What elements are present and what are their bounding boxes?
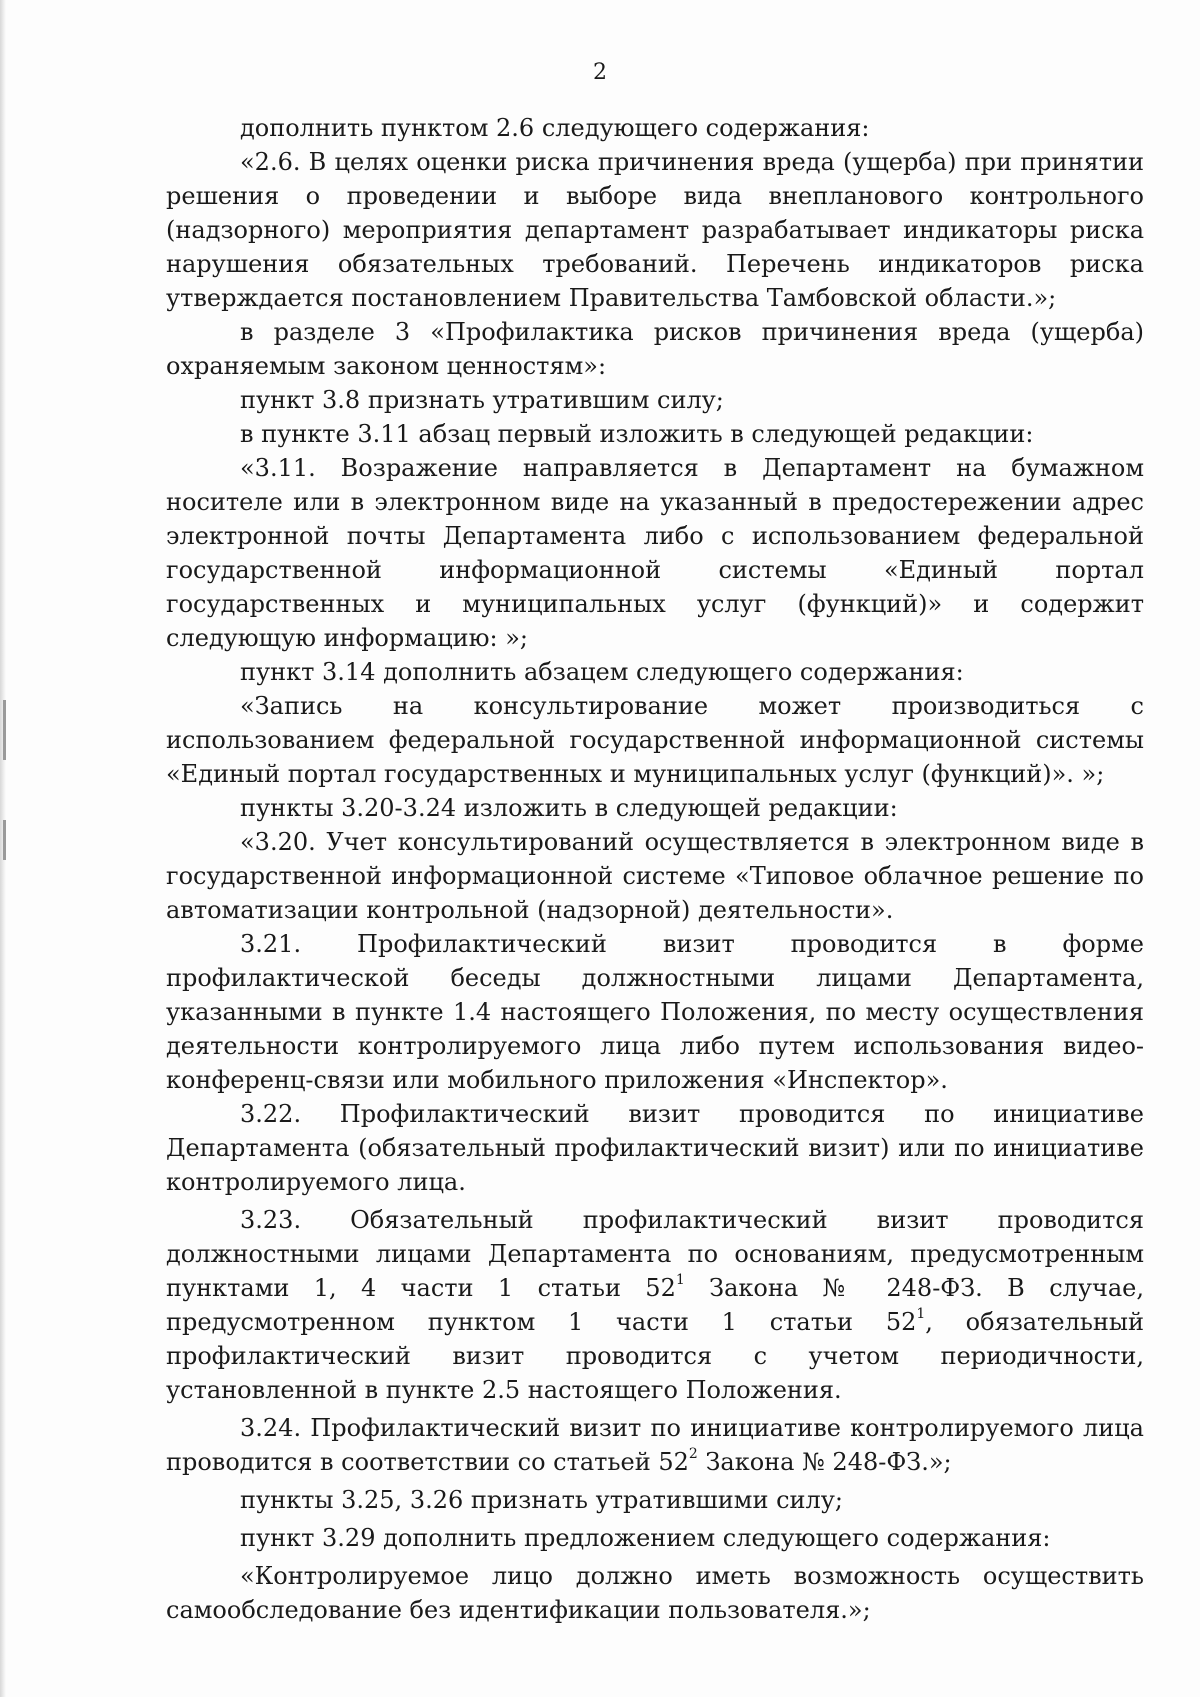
paragraph: «3.20. Учет консультирований осуществляется в электронном виде в государственной информационной системе «Типовое облачное решение по автоматизации контрольной (надзорной) деятельности». bbox=[166, 828, 1144, 924]
paragraph-text: , обязательный профилактический визит проводится с учетом периодичности, установленной в пункте 2.5 настоящего Положения. bbox=[166, 1308, 1144, 1404]
paragraph-text: Закона № 248-ФЗ. В случае, предусмотренном пунктом 1 части 1 статьи 52 bbox=[166, 1274, 1145, 1336]
paragraph: в разделе 3 «Профилактика рисков причинения вреда (ущерба) охраняемым законом ценностям»: bbox=[166, 318, 1144, 380]
paragraph: «Контролируемое лицо должно иметь возможность осуществить самообследование без идентификации пользователя.»; bbox=[166, 1562, 1144, 1624]
paragraph bbox=[166, 1411, 1144, 1479]
paragraph: 3.21. Профилактический визит проводится в форме профилактической беседы должностными лицами Департамента, указанными в пункте 1.4 настоящего Положения, по месту осуществления деятельности контролируемого лица либо путем использования видео-конференц-связи или мобильного приложения «Инспектор». bbox=[166, 930, 1144, 1094]
scan-edge-mark bbox=[3, 820, 6, 860]
paragraph: пункты 3.25, 3.26 признать утратившими силу; bbox=[240, 1486, 843, 1514]
page-number: 2 bbox=[593, 60, 607, 85]
scan-edge-mark bbox=[3, 700, 6, 760]
paragraph: пункт 3.8 признать утратившим силу; bbox=[240, 386, 724, 414]
paragraph: пункт 3.14 дополнить абзацем следующего содержания: bbox=[240, 658, 964, 686]
paragraph: 3.22. Профилактический визит проводится по инициативе Департамента (обязательный профилактический визит) или по инициативе контролируемого лица. bbox=[166, 1100, 1144, 1196]
paragraph bbox=[166, 1203, 1144, 1407]
paragraph: «Запись на консультирование может производиться с использованием федеральной государственной информационной системы «Единый портал государственных и муниципальных услуг (функций)». »; bbox=[166, 692, 1144, 788]
paragraph-text: 3.24. Профилактический визит по инициативе контролируемого лица проводится в соответствии со статьей 52 bbox=[166, 1414, 1144, 1476]
document-body bbox=[166, 111, 1144, 1627]
paragraph: пункт 3.29 дополнить предложением следующего содержания: bbox=[240, 1524, 1051, 1552]
paragraph: «2.6. В целях оценки риска причинения вреда (ущерба) при принятии решения о проведении и выборе вида внепланового контрольного (надзорного) мероприятия департамент разрабатывает индикаторы риска нарушения обязательных требований. Перечень индикаторов риска утверждается постановлением Правительства Тамбовской области.»; bbox=[166, 148, 1144, 312]
paragraph: в пункте 3.11 абзац первый изложить в следующей редакции: bbox=[240, 420, 1034, 448]
superscript: 1 bbox=[675, 1272, 685, 1288]
paragraph-text: Закона № 248-ФЗ.»; bbox=[697, 1448, 952, 1476]
paragraph-text: 3.23. Обязательный профилактический визит проводится должностными лицами Департамента по основаниям, предусмотренным пунктами 1, 4 части 1 статьи 52 bbox=[166, 1206, 1144, 1302]
superscript: 2 bbox=[688, 1446, 698, 1462]
paragraph: пункты 3.20-3.24 изложить в следующей редакции: bbox=[240, 794, 898, 822]
paragraph: дополнить пунктом 2.6 следующего содержания: bbox=[240, 114, 870, 142]
paragraph: «3.11. Возражение направляется в Департамент на бумажном носителе или в электронном виде на указанный в предостережении адрес электронной почты Департамента либо с использованием федеральной государственной информационной системы «Единый портал государственных и муниципальных услуг (функций)» и содержит следующую информацию: »; bbox=[166, 454, 1144, 652]
superscript: 1 bbox=[916, 1306, 926, 1322]
